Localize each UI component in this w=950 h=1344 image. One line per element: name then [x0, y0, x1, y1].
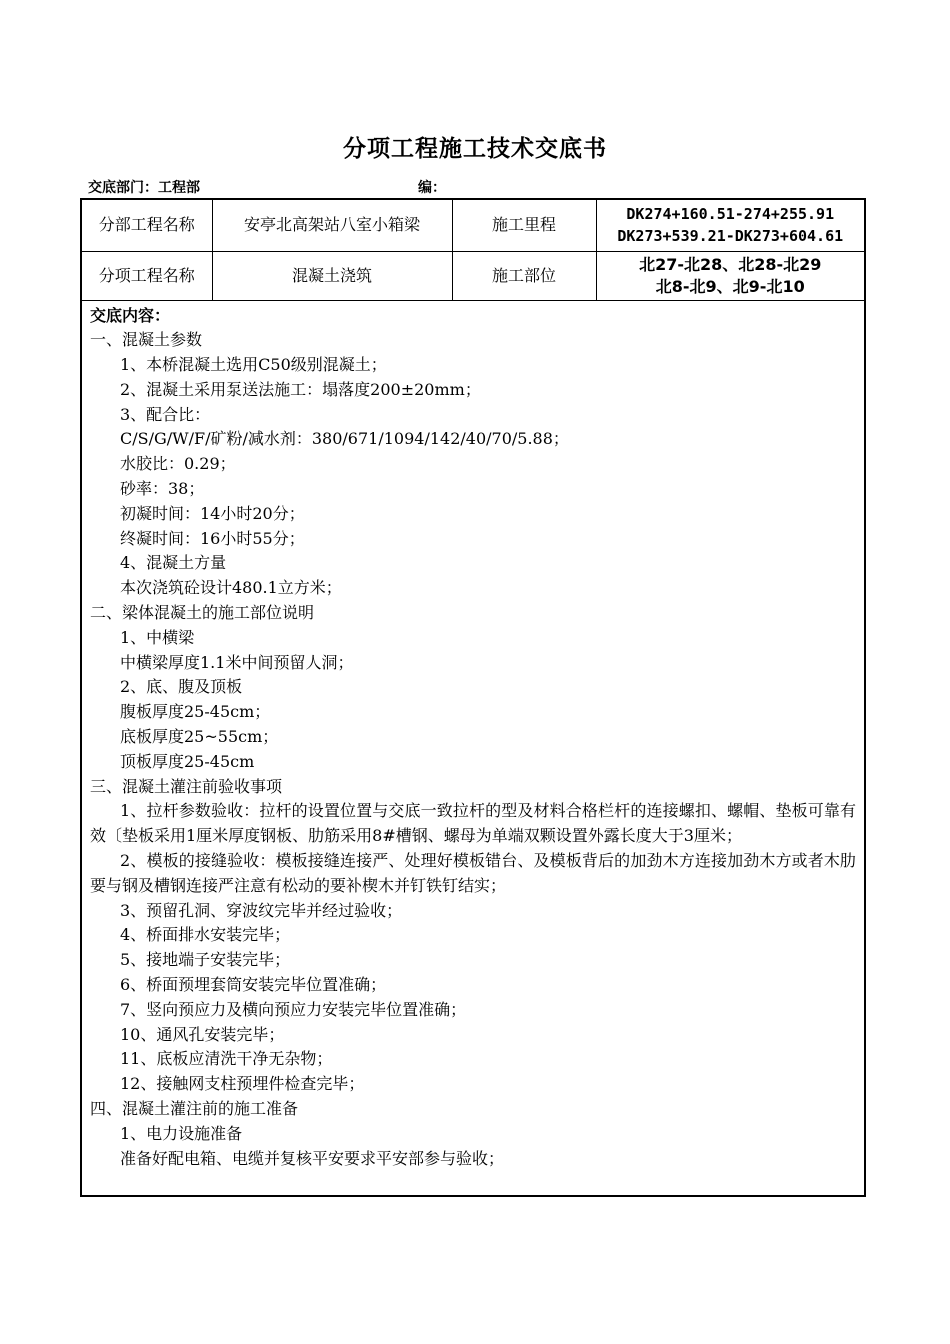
- content-line: 顶板厚度25-45cm: [120, 751, 255, 771]
- content-paragraph: 1、拉杆参数验收：拉杆的设置位置与交底一致拉杆的型及材料合格栏杆的连接螺扣、螺帽、垫板可靠有效〔垫板采用1厘米厚度钢板、肋筋采用8#槽钢、螺母为单端双颗设置外露长度大于3厘米；: [90, 801, 856, 846]
- content-line: 本次浇筑砼设计480.1立方米；: [120, 578, 342, 598]
- content-line: 1、本桥混凝土选用C50级别混凝土；: [120, 355, 387, 375]
- location-line-2: 北8-北9、北9-北10: [655, 276, 805, 296]
- content-line: 准备好配电箱、电缆并复核平安要求平安部参与验收；: [120, 1148, 505, 1168]
- document-title: 分项工程施工技术交底书: [343, 135, 607, 162]
- location-value: [596, 251, 864, 300]
- department-label: 交底部门：工程部: [88, 180, 200, 196]
- section-heading: 三、混凝土灌注前验收事项: [90, 776, 283, 796]
- location-label: 施工部位: [452, 251, 596, 300]
- disclosure-form: [80, 198, 866, 1197]
- content-line: 2、混凝土采用泵送法施工：塌落度200±20mm；: [120, 379, 481, 399]
- location-line-1: 北27-北28、北28-北29: [639, 254, 822, 274]
- content-line: 12、接触网支柱预埋件检查完毕；: [120, 1074, 365, 1094]
- content-line: 3、配合比：: [120, 404, 211, 424]
- disclosure-content: [82, 301, 864, 1172]
- content-line: C/S/G/W/F/矿粉/减水剂：380/671/1094/142/40/70/5.88；: [120, 429, 569, 449]
- content-line: 7、竖向预应力及横向预应力安装完毕位置准确；: [120, 999, 467, 1019]
- content-line: 1、中横梁: [120, 627, 195, 647]
- item-project-name-value: 混凝土浇筑: [212, 251, 452, 300]
- mileage-line-1: DK274+160.51-274+255.91: [626, 205, 835, 224]
- content-line: 砂率：38；: [120, 479, 205, 499]
- mileage-line-2: DK273+539.21-DK273+604.61: [617, 227, 844, 246]
- content-line: 10、通风孔安装完毕；: [120, 1024, 285, 1044]
- section-heading: 二、梁体混凝土的施工部位说明: [90, 603, 315, 623]
- content-line: 4、桥面排水安装完毕；: [120, 925, 291, 945]
- content-heading: 交底内容：: [90, 305, 171, 325]
- section-heading: 四、混凝土灌注前的施工准备: [90, 1099, 299, 1118]
- content-line: 2、底、腹及顶板: [120, 677, 243, 697]
- content-line: 中横梁厚度1.1米中间预留人洞；: [120, 652, 354, 672]
- content-line: 腹板厚度25-45cm；: [120, 702, 271, 722]
- sub-project-name-label: 分部工程名称: [82, 200, 212, 251]
- mileage-value: [596, 200, 864, 251]
- content-paragraph: 2、模板的接缝验收：模板接缝连接严、处理好模板错台、及模板背后的加劲木方连接加劲木方或者木肋要与钢及槽钢连接严注意有松动的要补楔木并钉铁钉结实；: [90, 851, 856, 895]
- content-line: 初凝时间：14小时20分；: [120, 503, 305, 523]
- number-label: 编：: [418, 180, 446, 196]
- header-table: [82, 200, 864, 301]
- header-row-item-project: [82, 251, 864, 300]
- content-line: 6、桥面预埋套筒安装完毕位置准确；: [120, 975, 387, 995]
- sub-project-name-value: 安亭北高架站八室小箱梁: [212, 200, 452, 251]
- content-line: 底板厚度25~55cm；: [120, 727, 279, 747]
- header-row-sub-project: [82, 200, 864, 251]
- content-line: 终凝时间：16小时55分；: [120, 528, 305, 548]
- section-heading: 一、混凝土参数: [90, 330, 203, 350]
- mileage-label: 施工里程: [452, 200, 596, 251]
- content-line: 4、混凝土方量: [120, 553, 227, 573]
- item-project-name-label: 分项工程名称: [82, 251, 212, 300]
- meta-line: [88, 177, 868, 197]
- content-line: 1、电力设施准备: [120, 1123, 243, 1143]
- content-line: 3、预留孔洞、穿波纹完毕并经过验收；: [120, 900, 403, 920]
- content-line: 水胶比：0.29；: [120, 454, 236, 474]
- content-line: 11、底板应清洗干净无杂物；: [120, 1049, 333, 1069]
- content-line: 5、接地端子安装完毕；: [120, 950, 291, 970]
